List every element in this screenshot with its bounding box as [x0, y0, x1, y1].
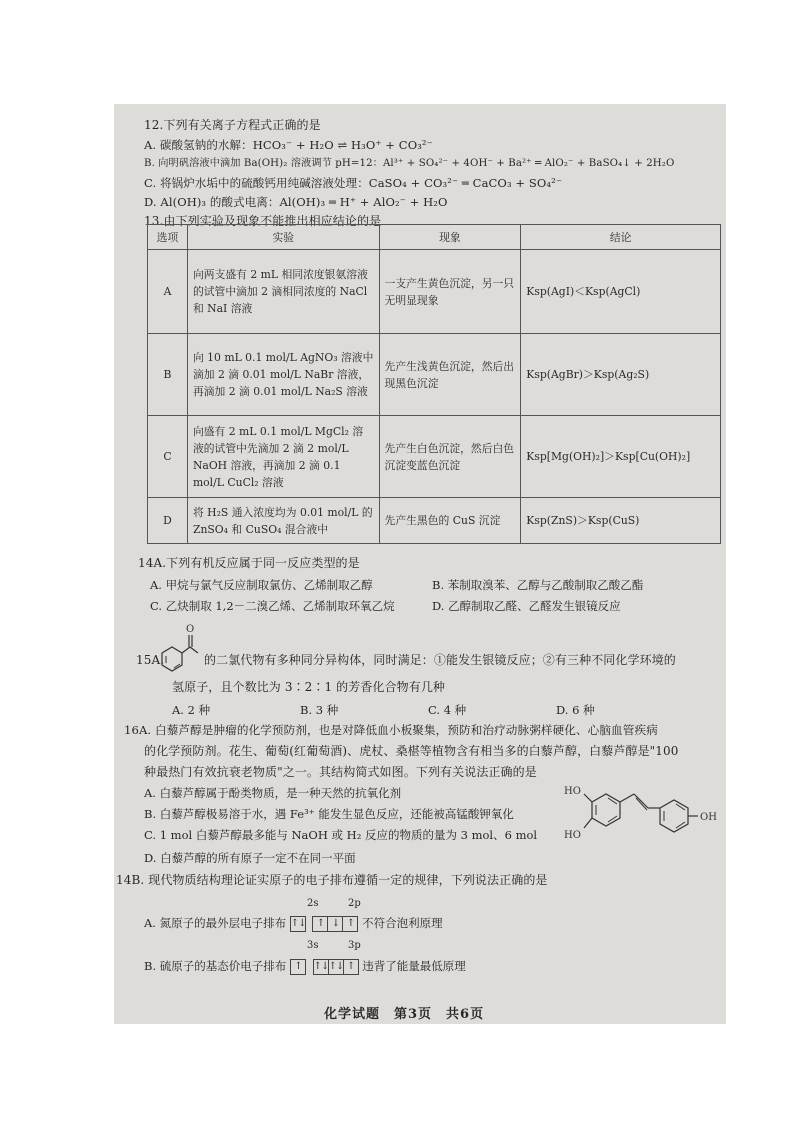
q14a-option-b: B. 苯制取溴苯、乙醇与乙酸制取乙酸乙酯 — [432, 578, 644, 592]
orbital-box-3s: ↑ — [290, 959, 306, 975]
orbital-box-3p: ↑↓ — [329, 959, 344, 975]
table-row — [148, 334, 721, 416]
q15a-option-d: D. 6 种 — [556, 703, 595, 717]
orbital-box-2s: ↑↓ — [290, 916, 306, 932]
row-phenomenon: 先产生白色沉淀，然后白色沉淀变蓝色沉淀 — [379, 416, 521, 498]
orbital-label-3s: 3s — [307, 940, 319, 951]
table-row — [148, 498, 721, 544]
option-a-suffix: 不符合泡利原理 — [362, 916, 443, 930]
orbital-box-2p: ↓ — [328, 916, 343, 932]
q16a-option-d: D. 白藜芦醇的所有原子一定不在同一平面 — [144, 851, 356, 865]
q16a-option-a: A. 白藜芦醇属于酚类物质，是一种天然的抗氧化剂 — [144, 786, 402, 800]
ho-top-label: HO — [564, 786, 581, 797]
table-header-row — [148, 225, 721, 250]
resveratrol-structure — [560, 780, 730, 852]
q13-stem: 13.由下列实验及现象不能推出相应结论的是 — [144, 214, 382, 228]
ho-bottom-label: HO — [564, 830, 581, 841]
page-footer: 化学试题 第3页 共6页 — [324, 1007, 485, 1022]
row-conclusion: Ksp(AgI)＜Ksp(AgCl) — [521, 250, 721, 334]
q15a-number: 15A. — [136, 653, 165, 667]
q16a-option-b: B. 白藜芦醇极易溶于水，遇 Fe³⁺ 能发生显色反应，还能被高锰酸钾氧化 — [144, 807, 514, 821]
q14a-option-c: C. 乙炔制取 1,2－二溴乙烯、乙烯制取环氧乙烷 — [150, 599, 395, 613]
header-experiment: 实验 — [187, 225, 379, 250]
q16a-line3: 种最热门有效抗衰老物质"之一。其结构简式如图。下列有关说法正确的是 — [144, 765, 537, 779]
carbonyl-oxygen-label: O — [186, 624, 195, 635]
orbital-box-2p: ↑ — [312, 916, 328, 932]
q13-table — [147, 224, 721, 544]
row-conclusion: Ksp[Mg(OH)₂]＞Ksp[Cu(OH)₂] — [521, 416, 721, 498]
row-experiment: 向两支盛有 2 mL 相同浓度银氨溶液的试管中滴加 2 滴相同浓度的 NaCl 和 NaI 溶液 — [187, 250, 379, 334]
row-option: C — [148, 416, 188, 498]
q12-option-b: B. 向明矾溶液中滴加 Ba(OH)₂ 溶液调节 pH=12：Al³⁺ + SO₄²⁻ + 4OH⁻ + Ba²⁺ ═ AlO₂⁻ + BaSO₄↓ + 2H₂O — [144, 158, 675, 169]
row-option: D — [148, 498, 188, 544]
q15a-stem-line2: 氢原子，且个数比为 3∶2∶1 的芳香化合物有几种 — [172, 680, 446, 694]
orbital-label-3p: 3p — [348, 940, 361, 951]
orbital-label-2s: 2s — [307, 898, 319, 909]
q16a-option-c: C. 1 mol 白藜芦醇最多能与 NaOH 或 H₂ 反应的物质的量为 3 mol、6 mol — [144, 828, 538, 842]
orbital-box-3p: ↑↓ — [313, 959, 329, 975]
q14a-option-d: D. 乙醇制取乙醛、乙醛发生银镜反应 — [432, 599, 621, 613]
table-row — [148, 250, 721, 334]
q12-option-c: C. 将锅炉水垢中的硫酸钙用纯碱溶液处理：CaSO₄ + CO₃²⁻ ═ CaCO₃ + SO₄²⁻ — [144, 176, 563, 190]
acetophenone-structure — [152, 620, 206, 676]
q14b-option-a — [144, 915, 443, 932]
q14b-stem: 14B. 现代物质结构理论证实原子的电子排布遵循一定的规律，下列说法正确的是 — [116, 873, 548, 887]
orbital-box-3p: ↑ — [344, 959, 359, 975]
q14a-option-a: A. 甲烷与氯气反应制取氯仿、乙烯制取乙醇 — [150, 578, 373, 592]
q12-stem: 12.下列有关离子方程式正确的是 — [144, 118, 321, 132]
header-conclusion: 结论 — [521, 225, 721, 250]
option-a-prefix: A. 氮原子的最外层电子排布 — [144, 916, 287, 930]
q12-option-d: D. Al(OH)₃ 的酸式电离：Al(OH)₃ ═ H⁺ + AlO₂⁻ + H₂O — [144, 195, 448, 209]
table-row — [148, 416, 721, 498]
option-b-prefix: B. 硫原子的基态价电子排布 — [144, 959, 287, 973]
row-conclusion: Ksp(AgBr)＞Ksp(Ag₂S) — [521, 334, 721, 416]
row-phenomenon: 一支产生黄色沉淀，另一只无明显现象 — [379, 250, 521, 334]
row-experiment: 向盛有 2 mL 0.1 mol/L MgCl₂ 溶液的试管中先滴加 2 滴 2 mol/L NaOH 溶液，再滴加 2 滴 0.1 mol/L CuCl₂ 溶液 — [187, 416, 379, 498]
q15a-option-c: C. 4 种 — [428, 703, 467, 717]
row-conclusion: Ksp(ZnS)＞Ksp(CuS) — [521, 498, 721, 544]
q14b-option-b — [144, 958, 466, 975]
option-b-suffix: 违背了能量最低原理 — [362, 959, 466, 973]
row-phenomenon: 先产生浅黄色沉淀，然后出现黑色沉淀 — [379, 334, 521, 416]
oh-right-label: OH — [700, 812, 717, 823]
orbital-box-2p: ↑ — [343, 916, 358, 932]
row-option: A — [148, 250, 188, 334]
q15a-stem-line1: 的二氯代物有多种同分异构体，同时满足：①能发生银镜反应；②有三种不同化学环境的 — [204, 653, 676, 667]
orbital-label-2p: 2p — [348, 898, 361, 909]
q15a-option-b: B. 3 种 — [300, 703, 339, 717]
row-experiment: 将 H₂S 通入浓度均为 0.01 mol/L 的 ZnSO₄ 和 CuSO₄ 混合液中 — [187, 498, 379, 544]
row-phenomenon: 先产生黑色的 CuS 沉淀 — [379, 498, 521, 544]
row-option: B — [148, 334, 188, 416]
q12-option-a: A. 碳酸氢钠的水解：HCO₃⁻ + H₂O ⇌ H₃O⁺ + CO₃²⁻ — [144, 138, 433, 152]
row-experiment: 向 10 mL 0.1 mol/L AgNO₃ 溶液中滴加 2 滴 0.01 mol/L NaBr 溶液，再滴加 2 滴 0.01 mol/L Na₂S 溶液 — [187, 334, 379, 416]
q15a-option-a: A. 2 种 — [172, 703, 211, 717]
q16a-line2: 的化学预防剂。花生、葡萄(红葡萄酒)、虎杖、桑椹等植物含有相当多的白藜芦醇，白藜芦醇是"100 — [144, 744, 679, 758]
q14a-stem: 14A.下列有机反应属于同一反应类型的是 — [138, 556, 360, 570]
q16a-line1: 16A. 白藜芦醇是肿瘤的化学预防剂，也是对降低血小板聚集，预防和治疗动脉粥样硬化、心脑血管疾病 — [124, 723, 658, 737]
header-option: 选项 — [148, 225, 188, 250]
header-phenomenon: 现象 — [379, 225, 521, 250]
